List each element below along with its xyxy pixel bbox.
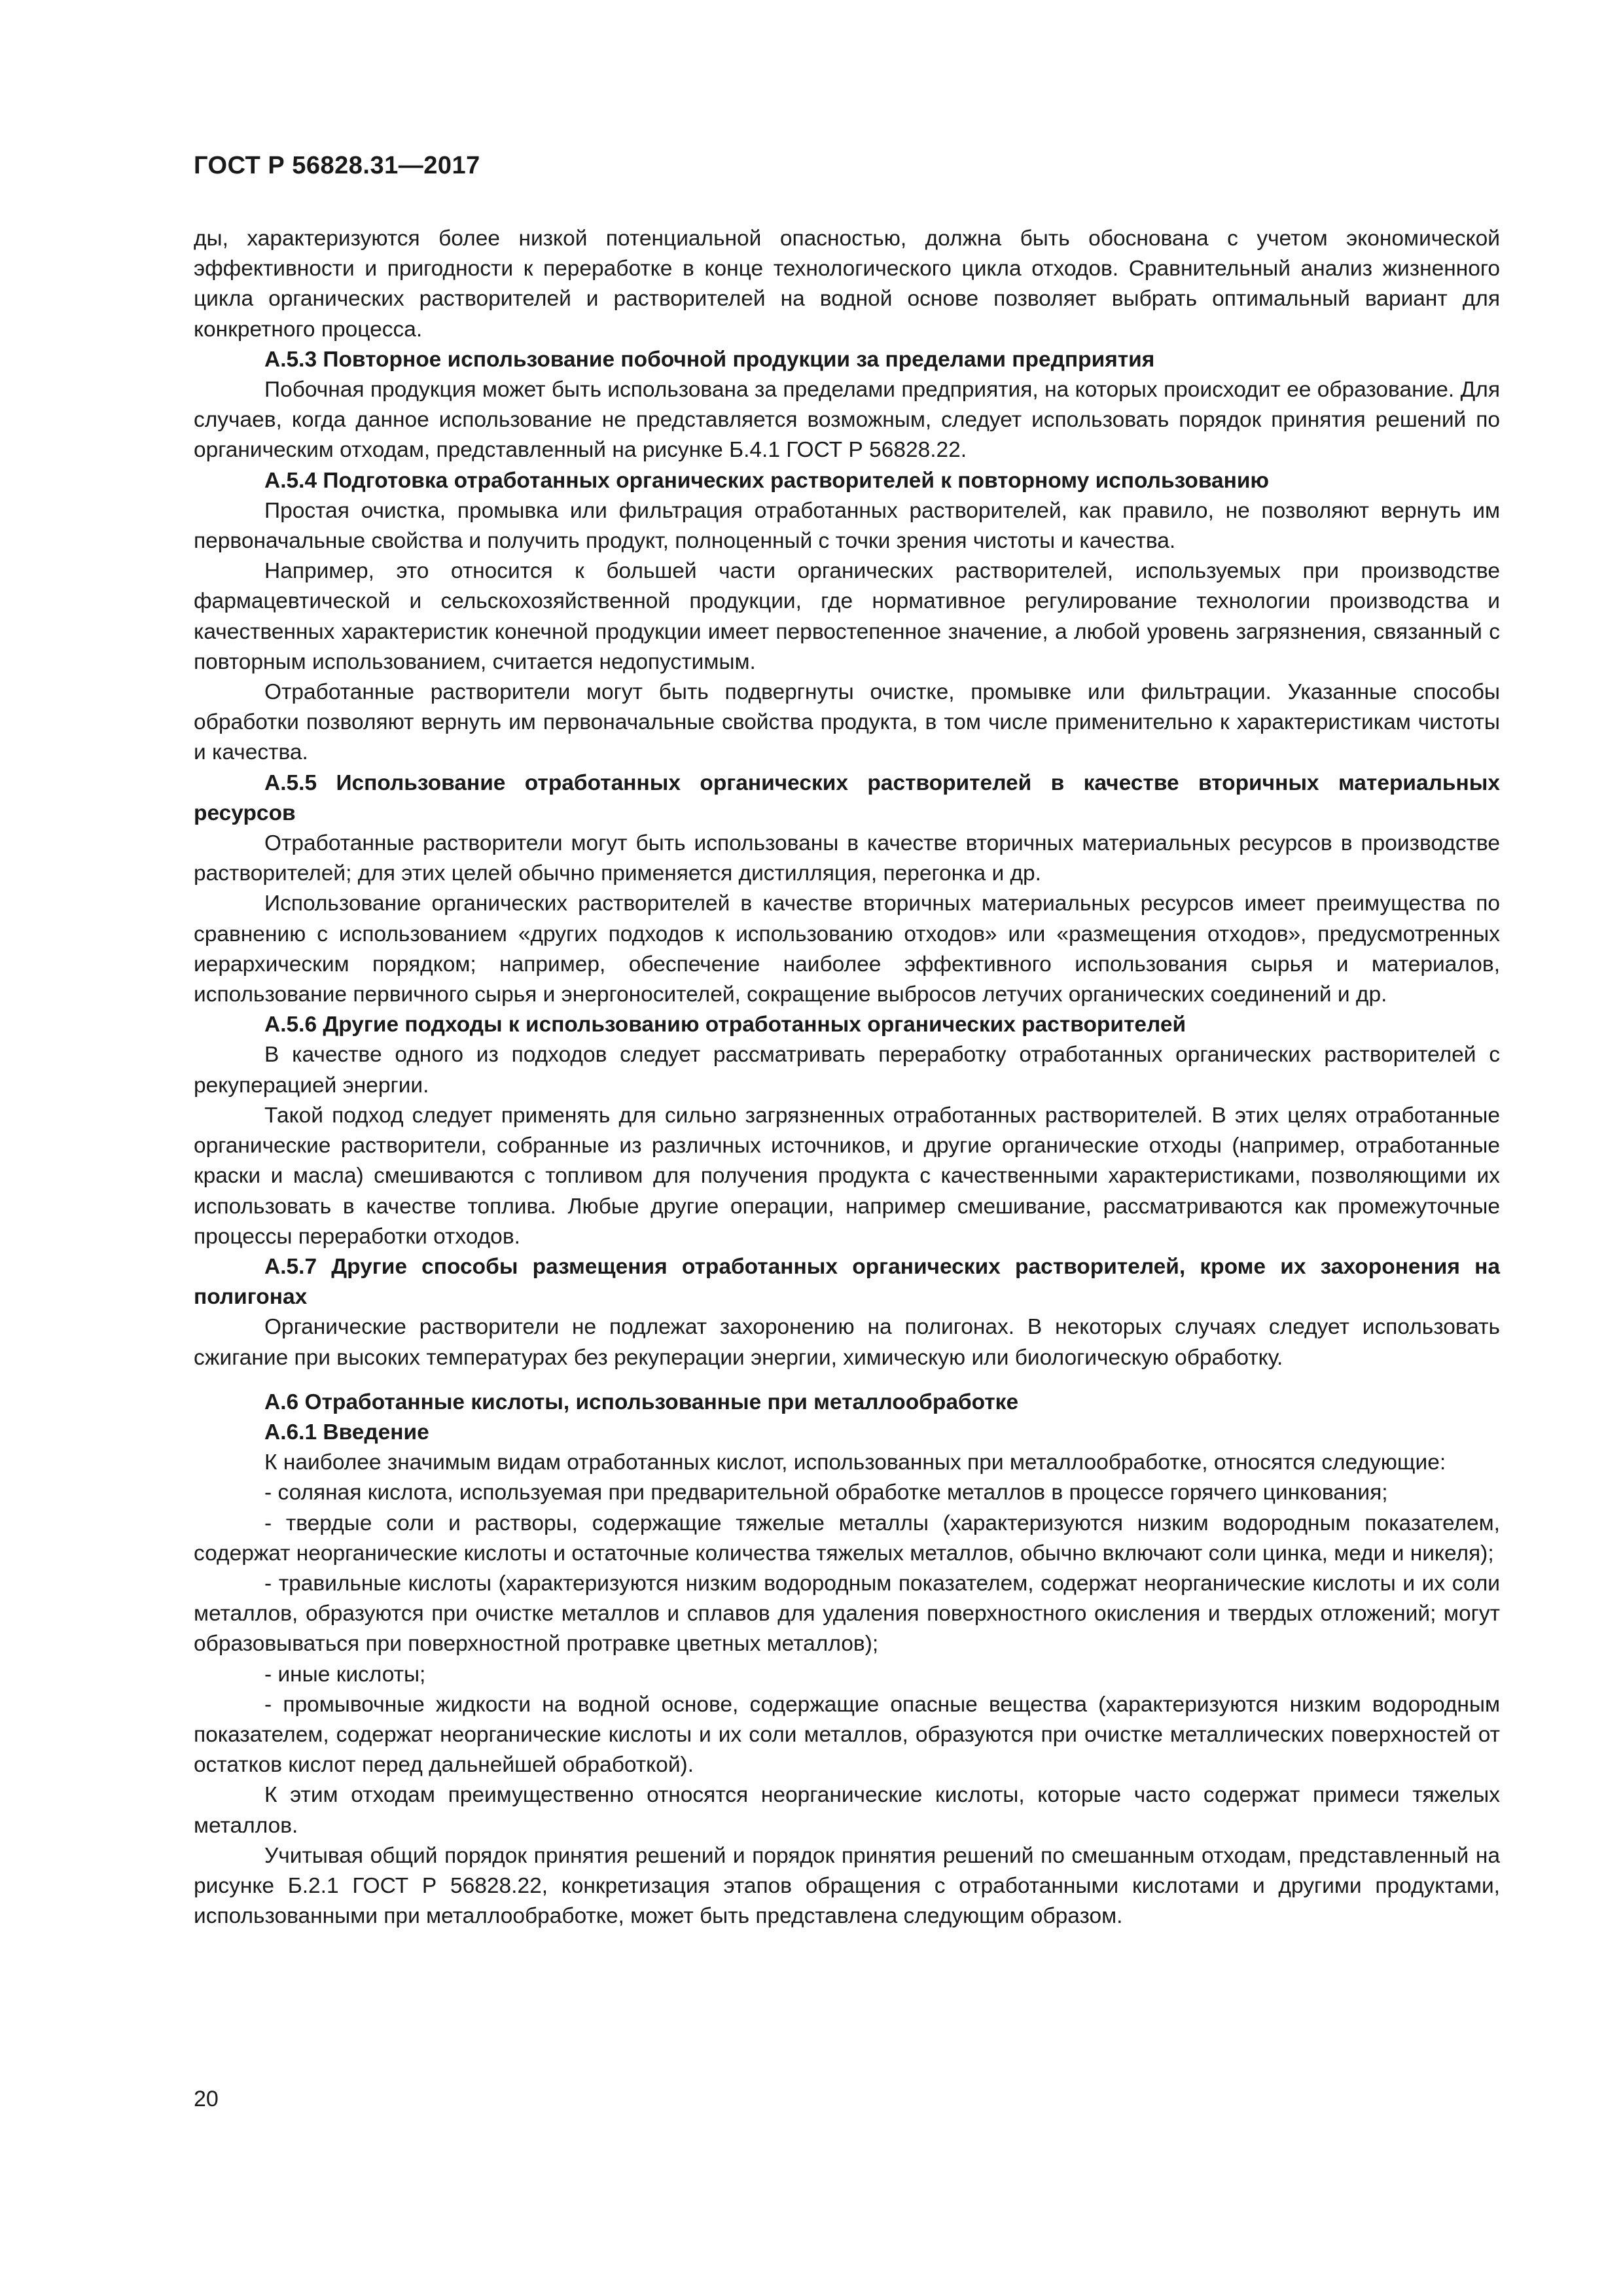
- list-item: - твердые соли и растворы, содержащие тяжелые металлы (характеризуются низким водородным показателем, содержат неорганические кислоты и остаточные количества тяжелых металлов, обычно включают соли цинка, меди и никеля);: [194, 1511, 1500, 1566]
- paragraph: Такой подход следует применять для сильно загрязненных отработанных растворителей. В этих целях отработанные органические растворители, собранные из различных источников, и другие органические отходы (например, отработанные краски и масла) смешиваются с топливом для получения продукта с качественными характеристиками, позволяющими их использовать в качестве топлива. Любые другие операции, например смешивание, рассматриваются как промежуточные процессы переработки отходов.: [194, 1103, 1500, 1249]
- subsection-heading-a-6-1: А.6.1 Введение: [264, 1420, 429, 1444]
- paragraph: К этим отходам преимущественно относятся неорганические кислоты, которые часто содержат примеси тяжелых металлов.: [194, 1783, 1500, 1838]
- subsection-heading-a-5-5: А.5.5 Использование отработанных органических растворителей в качестве вторичных материальных ресурсов: [194, 770, 1500, 825]
- paragraph: Побочная продукция может быть использована за пределами предприятия, на которых происходит ее образование. Для случаев, когда данное использование не представляется возможным, следует использовать порядок принятия решений по органическим отходам, представленный на рисунке Б.4.1 ГОСТ Р 56828.22.: [194, 378, 1500, 463]
- document-code-header: ГОСТ Р 56828.31—2017: [194, 152, 480, 179]
- paragraph: Использование органических растворителей в качестве вторичных материальных ресурсов имеет преимущества по сравнению с использованием «других подходов к использованию отходов» или «размещения отходов», предусмотренных иерархическим порядком; например, обеспечение наиболее эффективного использования сырья и материалов, использование первичного сырья и энергоносителей, сокращение выбросов летучих органических соединений и др.: [194, 891, 1500, 1007]
- paragraph-continuation: ды, характеризуются более низкой потенциальной опасностью, должна быть обоснована с учетом экономической эффективности и пригодности к переработке в конце технологического цикла отходов. Сравнительный анализ жизненного цикла органических растворителей и растворителей на водной основе позволяет выбрать оптимальный вариант для конкретного процесса.: [194, 226, 1500, 342]
- page-number: 20: [194, 2087, 219, 2111]
- paragraph: Отработанные растворители могут быть подвергнуты очистке, промывке или фильтрации. Указанные способы обработки позволяют вернуть им первоначальные свойства продукта, в том числе применительно к характеристикам чистоты и качества.: [194, 680, 1500, 765]
- paragraph: Учитывая общий порядок принятия решений и порядок принятия решений по смешанным отходам, представленный на рисунке Б.2.1 ГОСТ Р 56828.22, конкретизация этапов обращения с отработанными кислотами и другими продуктами, использованными при металлообработке, может быть представлена следующим образом.: [194, 1843, 1500, 1929]
- paragraph: В качестве одного из подходов следует рассматривать переработку отработанных органических растворителей с рекуперацией энергии.: [194, 1043, 1500, 1098]
- list-item: - промывочные жидкости на водной основе, содержащие опасные вещества (характеризуются низким водородным показателем, содержат неорганические кислоты и их соли металлов, образуются при очистке металлических поверхностей от остатков кислот перед дальнейшей обработкой).: [194, 1692, 1500, 1778]
- subsection-heading-a-5-7: А.5.7 Другие способы размещения отработанных органических растворителей, кроме их захоронения на полигонах: [194, 1254, 1500, 1310]
- list-item: - соляная кислота, используемая при предварительной обработке металлов в процессе горячего цинкования;: [264, 1480, 1388, 1505]
- paragraph: Простая очистка, промывка или фильтрация отработанных растворителей, как правило, не позволяют вернуть им первоначальные свойства и получить продукт, полноценный с точки зрения чистоты и качества.: [194, 498, 1500, 554]
- paragraph: Например, это относится к большей части органических растворителей, используемых при производстве фармацевтической и сельскохозяйственной продукции, где нормативное регулирование технологии производства и качественных характеристик конечной продукции имеет первостепенное значение, а любой уровень загрязнения, связанный с повторным использованием, считается недопустимым.: [194, 559, 1500, 674]
- paragraph: Органические растворители не подлежат захоронению на полигонах. В некоторых случаях следует использовать сжигание при высоких температурах без рекуперации энергии, химическую или биологическую обработку.: [194, 1315, 1500, 1370]
- list-item: - травильные кислоты (характеризуются низким водородным показателем, содержат неорганические кислоты и их соли металлов, образуются при очистке металлов и сплавов для удаления поверхностного окисления и твердых отложений; могут образовываться при поверхностной протравке цветных металлов);: [194, 1571, 1500, 1657]
- subsection-heading-a-5-6: А.5.6 Другие подходы к использованию отработанных органических растворителей: [264, 1013, 1186, 1037]
- list-item: - иные кислоты;: [264, 1662, 426, 1687]
- paragraph: К наиболее значимым видам отработанных кислот, использованных при металлообработке, относятся следующие:: [264, 1450, 1446, 1475]
- subsection-heading-a-5-3: А.5.3 Повторное использование побочной продукции за пределами предприятия: [264, 347, 1155, 372]
- subsection-heading-a-5-4: А.5.4 Подготовка отработанных органических растворителей к повторному использованию: [264, 468, 1270, 493]
- section-heading-a-6: А.6 Отработанные кислоты, использованные при металлообработке: [264, 1390, 1019, 1414]
- paragraph: Отработанные растворители могут быть использованы в качестве вторичных материальных ресурсов в производстве растворителей; для этих целей обычно применяется дистилляция, перегонка и др.: [194, 831, 1500, 886]
- document-body: [194, 224, 1500, 1931]
